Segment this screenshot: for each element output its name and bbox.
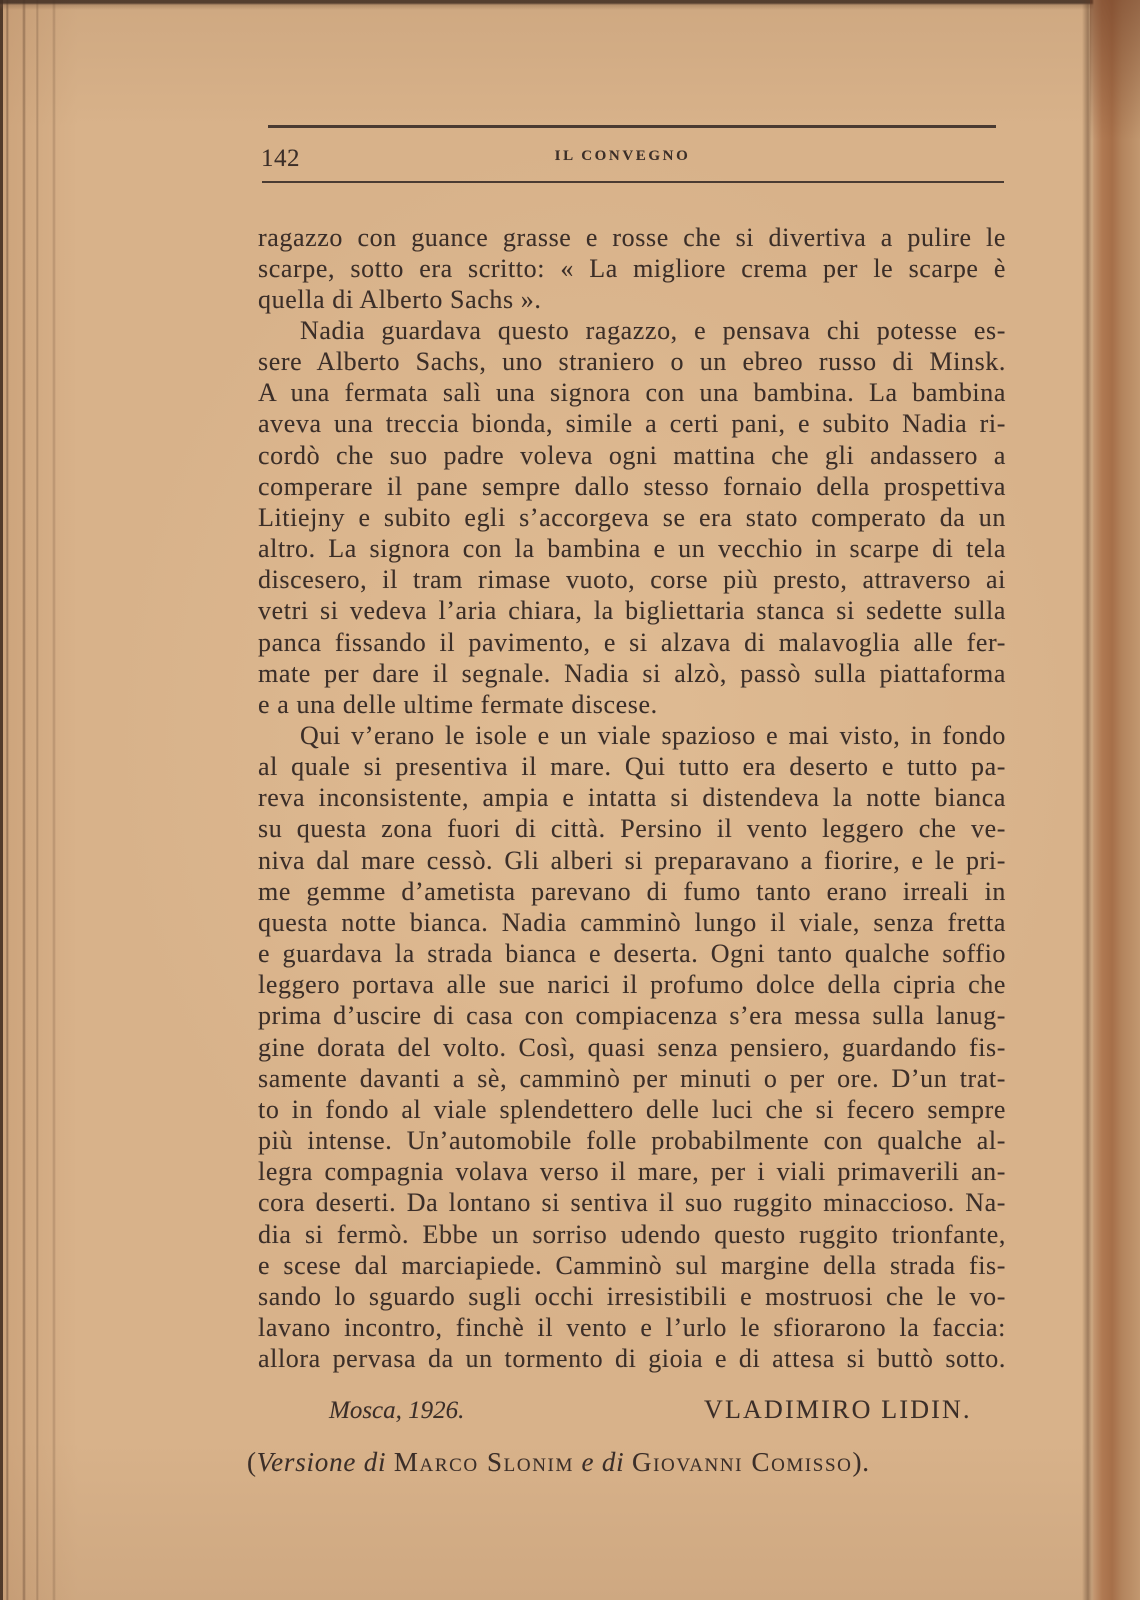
text-line: mate per dare il segnale. Nadia si alzò, passò sulla piattaforma xyxy=(258,658,1006,688)
text-line: lavano incontro, finchè il vento e l’urlo le sfiorarono la faccia: xyxy=(258,1312,1006,1342)
page-edge-corner-shadow xyxy=(1090,0,1140,140)
text-line: discesero, il tram rimase vuoto, corse più presto, attraverso ai xyxy=(258,565,1006,595)
paragraph xyxy=(258,222,1006,315)
text-line: to in fondo al viale splendettero delle luci che si fecero sempre xyxy=(258,1094,1006,1124)
text-line: altro. La signora con la bambina e un vecchio in scarpe di tela xyxy=(258,534,1006,564)
place-date: Mosca, 1926. xyxy=(329,1396,465,1424)
body-text xyxy=(258,222,1006,1375)
text-line: cora deserti. Da lontano si sentiva il suo ruggito minaccioso. Na- xyxy=(258,1188,1006,1218)
text-line: e a una delle ultime fermate discese. xyxy=(258,689,658,719)
text-line: aveva una treccia bionda, simile a certi pani, e subito Nadia ri- xyxy=(258,409,1006,439)
text-line: me gemme d’ametista parevano di fumo tanto erano irreali in xyxy=(258,876,1006,906)
page-number: 142 xyxy=(261,145,300,172)
text-line: cordò che suo padre voleva ogni mattina che gli andassero a xyxy=(258,440,1006,470)
text-line: sere Alberto Sachs, uno straniero o un ebreo russo di Minsk. xyxy=(258,347,1006,377)
text-line: A una fermata salì una signora con una bambina. La bambina xyxy=(258,378,1006,408)
page-edge-right xyxy=(1082,0,1140,1600)
text-line: prima d’uscire di casa con compiacenza s’era messa sulla lanug- xyxy=(258,1001,1006,1031)
paragraph xyxy=(258,315,1006,720)
text-line: ragazzo con guance grasse e rosse che si divertiva a pulire le xyxy=(258,222,1006,252)
text-line: più intense. Un’automobile folle probabilmente con qualche al- xyxy=(258,1126,1006,1156)
text-line: sando lo sguardo sugli occhi irresistibili e mostruosi che le vo- xyxy=(258,1281,1006,1311)
credit-open-paren: ( xyxy=(247,1447,257,1477)
text-line: Qui v’erano le isole e un viale spazioso e mai visto, in fondo xyxy=(300,721,1006,750)
text-line: comperare il pane sempre dallo stesso fornaio della prospettiva xyxy=(258,471,1006,501)
header-rule-top xyxy=(268,125,996,128)
credit-version-label: Versione di xyxy=(256,1447,387,1477)
text-line: questa notte bianca. Nadia camminò lungo il viale, senza fretta xyxy=(258,907,1006,937)
text-line: Litiejny e subito egli s’accorgeva se era stato comperato da un xyxy=(258,502,1006,532)
credit-close-paren: ). xyxy=(852,1447,870,1477)
text-line: e guardava la strada bianca e deserta. Ogni tanto qualche soffio xyxy=(258,939,1006,969)
text-line: dia si fermò. Ebbe un sorriso udendo questo ruggito trionfante, xyxy=(258,1219,1006,1249)
text-line: panca fissando il pavimento, e si alzava di malavoglia alle fer- xyxy=(258,627,1006,657)
translation-credit xyxy=(247,1446,870,1478)
author-name: VLADIMIRO LIDIN. xyxy=(704,1395,972,1424)
paragraph xyxy=(258,720,1006,1374)
text-line: vetri si vedeva l’aria chiara, la bigliettaria stanca si sedette sulla xyxy=(258,596,1006,626)
text-line: e scese dal marciapiede. Camminò sul margine della strada fis- xyxy=(258,1250,1006,1280)
translator-name: Giovanni Comisso xyxy=(632,1447,853,1477)
text-line: Nadia guardava questo ragazzo, e pensava chi potesse es- xyxy=(300,315,1006,345)
text-line: legra compagnia volava verso il mare, per i viali primaverili an- xyxy=(258,1157,1006,1187)
text-line: gine dorata del volto. Così, quasi senza pensiero, guardando fis- xyxy=(258,1032,1006,1062)
text-line: allora pervasa da un tormento di gioia e di attesa si buttò sotto. xyxy=(258,1344,1006,1374)
text-line: su questa zona fuori di città. Persino il vento leggero che ve- xyxy=(258,814,1006,844)
text-line: reva inconsistente, ampia e intatta si distendeva la notte bianca xyxy=(258,783,1006,813)
header-rule-bottom xyxy=(262,181,1004,183)
text-line: samente davanti a sè, camminò per minuti o per ore. D’un trat- xyxy=(258,1063,1006,1093)
translator-name: Marco Slonim xyxy=(393,1447,574,1477)
scan-edge-top xyxy=(0,0,1140,10)
binding-edge-left xyxy=(0,0,78,1600)
text-line: quella di Alberto Sachs ». xyxy=(258,284,542,314)
text-line: scarpe, sotto era scritto: « La migliore crema per le scarpe è xyxy=(258,253,1006,283)
text-line: leggero portava alle sue narici il profumo dolce della cipria che xyxy=(258,970,1006,1000)
running-title: IL CONVEGNO xyxy=(554,148,691,164)
text-line: niva dal mare cessò. Gli alberi si preparavano a fiorire, e le pri- xyxy=(258,845,1006,875)
text-line: al quale si presentiva il mare. Qui tutto era deserto e tutto pa- xyxy=(258,752,1006,782)
credit-conjunction: e di xyxy=(581,1447,625,1477)
